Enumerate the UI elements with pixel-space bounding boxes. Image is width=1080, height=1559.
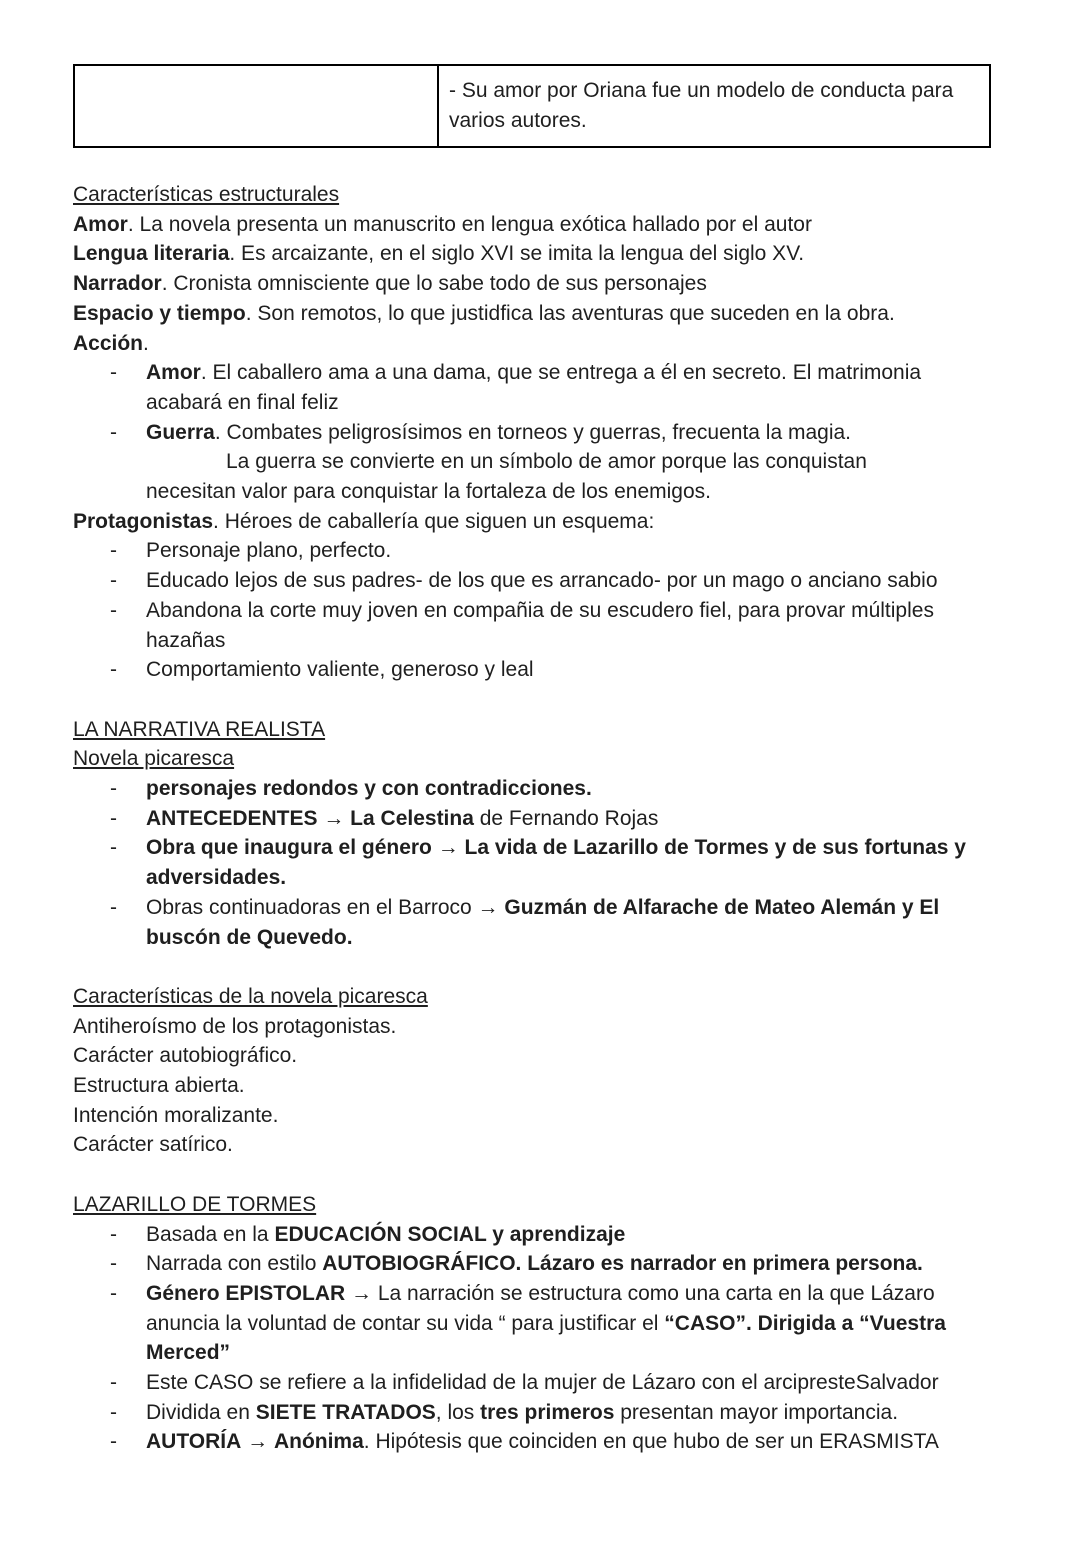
list-item: - Comportamiento valiente, generoso y leal [73,655,991,685]
line-amor: Amor. La novela presenta un manuscrito en lengua exótica hallado por el autor [73,212,812,236]
line-protagonistas: Protagonistas. Héroes de caballería que siguen un esquema: [73,509,655,533]
spacer [73,952,991,982]
heading-caracteristicas-picaresca: Características de la novela picaresca [73,984,428,1008]
table-cell-oriana: - Su amor por Oriana fue un modelo de conducta para varios autores. [438,65,990,147]
list-item: - Narrada con estilo AUTOBIOGRÁFICO. Lázaro es narrador en primera persona. [73,1249,991,1279]
line-narrador: Narrador. Cronista omnisciente que lo sabe todo de sus personajes [73,272,707,296]
caracteristica-line: Antiheroísmo de los protagonistas. [73,1014,397,1038]
picaresca-list [73,774,991,952]
accion-list [73,358,991,507]
heading-lazarillo: LAZARILLO DE TORMES [73,1192,317,1216]
lazarillo-list [73,1220,991,1458]
list-item: - personajes redondos y con contradicciones. [73,774,991,804]
caracteristica-line: Estructura abierta. [73,1074,245,1098]
document-content [73,180,991,1457]
list-item: - ANTECEDENTES → La Celestina de Fernando Rojas [73,804,991,834]
caracteristica-line: Carácter satírico. [73,1133,233,1157]
list-item: - Guerra. Combates peligrosísimos en torneos y guerras, frecuenta la magia. La guerra se convierte en un símbolo de amor porque las conquistan necesitan valor para conquistar la fortaleza de los enemigos. [73,418,991,507]
spacer [73,1160,991,1190]
subheading-novela-picaresca: Novela picaresca [73,747,235,771]
continuation-table [73,64,991,148]
list-item: - Abandona la corte muy joven en compañia de su escudero fiel, para provar múltiples hazañas [73,596,991,655]
table-row [74,65,990,147]
list-item: - Este CASO se refiere a la infidelidad de la mujer de Lázaro con el arcipresteSalvador [73,1368,991,1398]
list-item: - Amor. El caballero ama a una dama, que se entrega a él en secreto. El matrimonia acabará en final feliz [73,358,991,417]
list-item: - Educado lejos de sus padres- de los que es arrancado- por un mago o anciano sabio [73,566,991,596]
list-item: - Obras continuadoras en el Barroco → Guzmán de Alfarache de Mateo Alemán y El buscón de Quevedo. [73,893,991,952]
protagonistas-list [73,536,991,685]
list-item: - Género EPISTOLAR → La narración se estructura como una carta en la que Lázaro anuncia la voluntad de contar su vida “ para justificar el “CASO”. Dirigida a “Vuestra Merced” [73,1279,991,1368]
spacer [73,685,991,715]
table-cell-empty [74,65,438,147]
list-item: - AUTORÍA → Anónima. Hipótesis que coinciden en que hubo de ser un ERASMISTA [73,1427,991,1457]
caracteristica-line: Intención moralizante. [73,1103,279,1127]
caracteristica-line: Carácter autobiográfico. [73,1044,298,1068]
list-item: - Basada en la EDUCACIÓN SOCIAL y aprendizaje [73,1220,991,1250]
list-item: - Dividida en SIETE TRATADOS, los tres primeros presentan mayor importancia. [73,1398,991,1428]
line-espacio: Espacio y tiempo. Son remotos, lo que justidfica las aventuras que suceden en la obra. [73,301,895,325]
line-accion: Acción. [73,331,149,355]
heading-narrativa-realista: LA NARRATIVA REALISTA [73,717,326,741]
line-lengua: Lengua literaria. Es arcaizante, en el siglo XVI se imita la lengua del siglo XV. [73,242,805,266]
heading-estructurales: Características estructurales [73,183,340,206]
document-page [73,64,991,1457]
list-item: - Obra que inaugura el género → La vida de Lazarillo de Tormes y de sus fortunas y adversidades. [73,833,991,892]
list-item: - Personaje plano, perfecto. [73,536,991,566]
